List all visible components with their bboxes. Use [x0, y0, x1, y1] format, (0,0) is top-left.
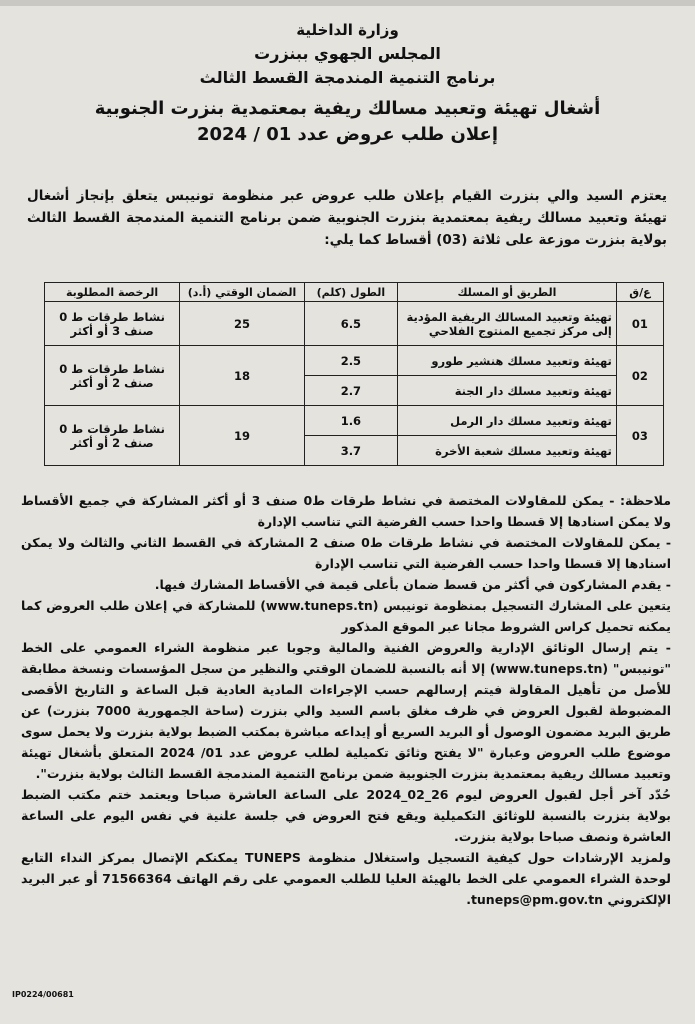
col-license: الرخصة المطلوبة — [45, 283, 180, 302]
intro-paragraph: يعتزم السيد والي بنزرت القيام بإعلان طلب عروض عبر منظومة تونيبس يتعلق بإنجاز أشغال تهيئة وتعبيد مسالك ريفية بمعتمدية بنزرت الجنوبية ضمن برنامج التنمية المندمجة القسط الثالث بولاية بنزرت موزعة على ثلاثة (03) أقساط كما يلي: — [27, 188, 667, 248]
table-row — [45, 346, 664, 376]
note-paragraph: يتعين على المشارك التسجيل بمنظومة تونيبس (www.tuneps.tn) للمشاركة في إعلان طلب العروض كما يمكنه تحميل كراس الشروط مجانا عبر الموقع المذكور — [21, 598, 671, 634]
top-edge — [0, 0, 695, 6]
lot-road: تهيئة وتعبيد مسلك دار الرمل — [397, 406, 616, 436]
lot-num: 03 — [616, 406, 663, 466]
note-paragraph: حُدّد آخر أجل لقبول العروض ليوم 26_02_2024 على الساعة العاشرة صباحا ويعتمد ختم مكتب الضبط بولاية بنزرت بالنسبة للوثائق التكميلية ويقع فتح العروض في جلسة علنية في نفس اليوم على الساعة العاشرة ونصف صباحا بولاية بنزرت. — [21, 787, 671, 844]
ministry-name: وزارة الداخلية — [296, 21, 399, 39]
lot-license: نشاط طرقات ط 0 صنف 2 أو أكثر — [45, 406, 180, 466]
lot-length: 1.6 — [304, 406, 397, 436]
lot-license: نشاط طرقات ط 0 صنف 2 أو أكثر — [45, 346, 180, 406]
lot-length: 2.5 — [304, 346, 397, 376]
table-row — [45, 406, 664, 436]
note-paragraph: - يمكن للمقاولات المختصة في نشاط طرقات ط0 صنف 2 المشاركة في القسط الثاني والثالث ولا يمكن اسنادها إلا قسطا واحدا حسب الفرضية التي تناسب الإدارة — [21, 535, 672, 571]
table-row — [45, 302, 664, 346]
lot-guarantee: 25 — [180, 302, 305, 346]
col-road: الطريق أو المسلك — [397, 283, 616, 302]
lot-length: 3.7 — [304, 436, 397, 466]
col-guarantee: الضمان الوقتي (أ.د) — [180, 283, 305, 302]
announcement-title: أشغال تهيئة وتعبيد مسالك ريفية بمعتمدية بنزرت الجنوبية — [94, 98, 601, 119]
table-header-row — [45, 283, 664, 302]
reference-code: IP0224/00681 — [12, 990, 74, 999]
lot-num: 02 — [616, 346, 663, 406]
lot-length: 2.7 — [304, 376, 397, 406]
lot-license: نشاط طرقات ط 0 صنف 3 أو أكثر — [45, 302, 180, 346]
header — [0, 18, 695, 148]
lot-road: تهيئة وتعبيد المسالك الريفية المؤدية إلى مركز تجميع المنتوج الفلاحي — [397, 302, 616, 346]
lot-road: تهيئة وتعبيد مسلك دار الجنة — [397, 376, 616, 406]
notes-section — [21, 490, 671, 910]
note-paragraph: ملاحظة: - يمكن للمقاولات المختصة في نشاط طرقات ط0 صنف 3 أو أكثر المشاركة في جميع الأقساط ولا يمكن اسنادها إلا قسطا واحدا حسب الفرضية التي تناسب الإدارة — [21, 493, 671, 529]
note-paragraph: - يقدم المشاركون في أكثر من قسط ضمان بأعلى قيمة في الأقساط المشارك فيها. — [154, 577, 671, 592]
lot-num: 01 — [616, 302, 663, 346]
col-length: الطول (كلم) — [304, 283, 397, 302]
program-name: برنامج التنمية المندمجة القسط الثالث — [199, 68, 496, 87]
lot-guarantee: 18 — [180, 346, 305, 406]
lot-road: تهيئة وتعبيد مسلك هنشير طورو — [397, 346, 616, 376]
lots-table — [44, 282, 664, 466]
note-paragraph: ولمزيد الإرشادات حول كيفية التسجيل واستغلال منظومة TUNEPS يمكنكم الإتصال بمركز النداء التابع لوحدة الشراء العمومي على الخط بالهيئة العليا للطلب العمومي على رقم الهاتف 71566364 أو عبر البريد الإلكتروني tuneps@pm.gov.tn. — [21, 850, 671, 907]
col-num: ع/ق — [616, 283, 663, 302]
lot-length: 6.5 — [304, 302, 397, 346]
lot-road: تهيئة وتعبيد مسلك شعبة الأخرة — [397, 436, 616, 466]
council-name: المجلس الجهوي ببنزرت — [254, 44, 441, 63]
lot-guarantee: 19 — [180, 406, 305, 466]
announcement-subtitle: إعلان طلب عروض عدد 01 / 2024 — [196, 124, 499, 145]
note-paragraph: - يتم إرسال الوثائق الإدارية والعروض الفنية والمالية وجوبا عبر منظومة الشراء العمومي على الخط "تونيبس" (www.tuneps.tn) إلا أنه بالنسبة للضمان الوقتي والنظير من سجل المؤسسات ونسخة مطابقة للأصل من تأهيل المقاولة فيتم إرسالهم حسب الإجراءات المادية العادية قبل الساعة و التاريخ الأقصى المضبوطة لقبول العروض في ظرف مغلق باسم السيد والي بنزرت (ساحة الجمهورية 7000 بنزرت) عن طريق البريد مضمون الوصول أو البريد السريع أو إيداعه مباشرة بمكتب الضبط بولاية بنزرت ولا يحمل سوى موضوع طلب العروض وعبارة "لا يفتح وثائق تكميلية لطلب عروض عدد 01/ 2024 المتعلق بأشغال تهيئة وتعبيد مسالك ريفية بمعتمدية بنزرت الجنوبية ضمن برنامج التنمية المندمجة القسط الثالث بولاية بنزرت". — [21, 640, 671, 781]
